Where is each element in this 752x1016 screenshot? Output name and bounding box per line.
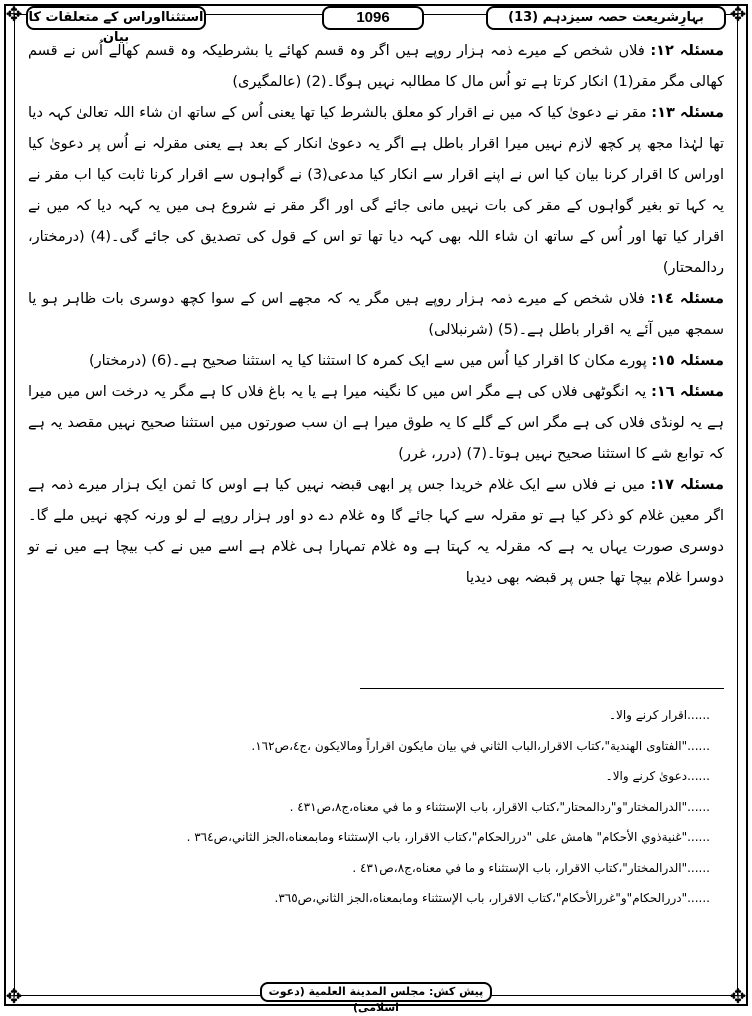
footnote: ......دعویٰ کرنے والا۔ [605,769,710,783]
masala-text: فلاں شخص کے میرے ذمہ ہزار روپے ہیں مگر یہ کہ مجھے اس کے سوا کچھ دوسری بات ظاہر ہو یا سمجھ میں آئے یہ اقرار باطل ہے۔(5) [28,291,724,338]
masala-label: مسئلہ ١٧: [650,477,724,493]
masala-text: پورے مکان کا اقرار کیا اُس میں سے ایک کمرہ کا استثنا کیا یہ استثنا صحیح ہے۔(6) [151,353,647,369]
footnotes [28,700,710,914]
masala-paragraph [28,377,724,470]
masala-label: مسئلہ ١٢: [650,43,724,59]
page-number: 1096 [322,6,424,30]
masala-citation: (عالمگیری) [232,74,302,90]
book-title: بہارِشریعت حصہ سیزدہم (13) [486,6,726,30]
masala-text: میں نے فلاں سے ایک غلام خریدا جس پر ابھی قبضہ نہیں کیا ہے اوس کا ثمن ایک ہزار میرے ذمہ ہے اگر معین غلام کو ذکر کیا ہے تو مقرلہ سے کہا جائے گا وہ غلام دے دو اور ہزار روپے لے لو ورنہ کچھ نہیں ملے گا۔ دوسری صورت یہاں یہ ہے کہ مقرلہ یہ کہتا ہے وہ غلام تمہارا ہی غلام ہے اسے میں نے کب بیچا ہے میں نے تو دوسرا غلام بیچا تھا جس پر قبضہ بھی دیدیا [28,477,724,586]
masala-citation: (شرنبلالی) [428,322,494,338]
corner-ornament-icon: ✥ [5,984,23,1008]
footnote: ......"الدرالمختار"،كتاب الاقرار، باب الإستثناء و ما في معناه،ج٨،ص٤٣١ . [352,860,710,875]
masala-citation: (درر، غرر) [398,446,462,462]
main-text [28,36,724,594]
masala-paragraph [28,36,724,98]
masala-label: مسئلہ ١٤: [650,291,724,307]
footnote-divider [360,688,724,689]
publisher-footer: پیش کش: مجلس المدينة العلمية (دعوت اسلامی) [260,982,492,1002]
masala-paragraph [28,284,724,346]
masala-label: مسئلہ ١٣: [651,105,724,121]
footnote: ......"الفتاوی الهندية"،كتاب الاقرار،الباب الثاني في بيان مايكون اقراراً ومالايكون ،ج٤،ص١٦٢. [251,738,710,753]
masala-label: مسئلہ ١٦: [651,384,724,400]
page-header [26,3,726,45]
masala-text: فلاں شخص کے میرے ذمہ ہزار روپے ہیں اگر وہ قسم کھائے یا بشرطیکہ وہ قسم کھالے اُس نے قسم کھالی مگر مقر(1) انکار کرتا ہے تو اُس مال کا مطالبہ نہیں ہوگا۔(2) [28,43,724,90]
corner-ornament-icon: ✥ [5,2,23,26]
masala-paragraph [28,470,724,594]
masala-citation: (درمختار، ردالمحتار) [28,229,724,276]
footnote: ......"الدرالمختار"و"ردالمحتار"،كتاب الاقرار، باب الإستثناء و ما في معناه،ج٨،ص٤٣١ . [289,799,710,814]
footnote: ......"غنيةذوي الأحكام" هامش على "دررالحكام"،كتاب الاقرار، باب الإستثناء ومابمعناه،الجز الثاني،ص٣٦٤ . [186,830,710,844]
masala-label: مسئلہ ١٥: [651,353,724,369]
masala-text: یہ انگوٹھی فلاں کی ہے مگر اس میں کا نگینہ میرا ہے یا یہ باغ فلاں کا ہے مگر یہ درخت اس میں میرا ہے یہ لونڈی فلاں کی ہے مگر اس کے گلے کا یہ طوق میرا ہے ان سب صورتوں میں استثنا صحیح نہیں مقصد یہ ہے کہ توابع شے کا استثنا صحیح نہیں ہوتا۔(7) [28,384,724,462]
masala-paragraph [28,346,724,377]
footnote: ......اقرار کرنے والا۔ [608,708,710,722]
footnote: ......"دررالحكام"و"غررالأحكام"،كتاب الاقرار، باب الإستثناء ومابمعناه،الجز الثاني،ص٣٦٥. [274,891,710,905]
masala-paragraph [28,98,724,284]
corner-ornament-icon: ✥ [729,2,747,26]
masala-citation: (درمختار) [88,353,147,369]
chapter-title: استثنااوراس کے متعلقات کا بیان [26,6,206,30]
masala-text: مقر نے دعویٰ کیا کہ میں نے اقرار کو معلق بالشرط کیا تھا یعنی اُس کے ساتھ ان شاء اللہ تعالیٰ کہہ دیا تھا لہٰذا مجھ پر کچھ لازم نہیں میرا اقرار باطل ہے اگر یہ دعویٰ انکار کے بعد ہے یعنی مقرلہ نے اُس پر دعویٰ کیا اوراس کا اقرار کرنا بیان کیا اس نے اپنے اقرار سے انکار کیا مدعی(3) نے گواہوں سے اقرار کرنا ثابت کیا اب مقر نے یہ کہا تو بغیر گواہوں کے مقر کی بات نہیں مانی جائے گی اور اگر مقر نے شروع ہی میں یہ کہہ دیا کہ میں نے اقرار کیا تھا اور اُس کے ساتھ ان شاء اللہ بھی کہہ دیا تھا تو اس کے قول کی تصدیق کی جائے گی۔(4) [28,105,724,245]
corner-ornament-icon: ✥ [729,984,747,1008]
